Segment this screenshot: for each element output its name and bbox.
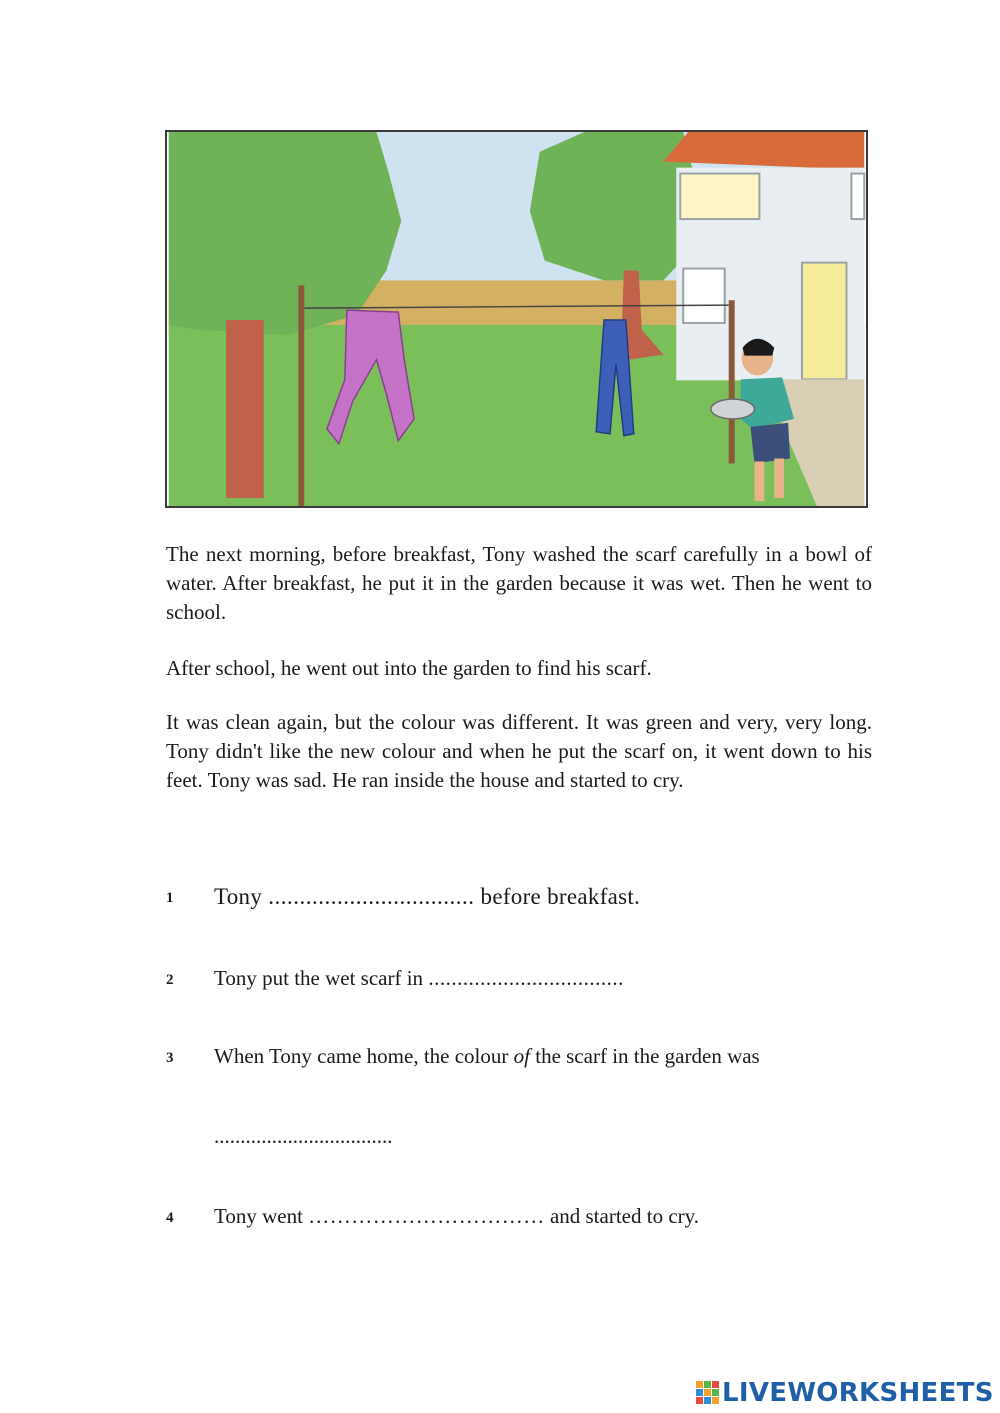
liveworksheets-logo [696, 1378, 994, 1408]
question-number: 3 [166, 1050, 174, 1066]
question-text: Tony put the wet scarf in .................................. [214, 966, 624, 990]
question-number: 2 [166, 972, 174, 988]
logo-grid-icon [696, 1381, 720, 1405]
question-number: 1 [166, 890, 174, 906]
story-illustration [165, 130, 868, 508]
question-number: 4 [166, 1210, 174, 1226]
answer-blank[interactable]: .................................. [428, 966, 624, 990]
logo-text: LIVEWORKSHEETS [722, 1378, 994, 1408]
passage-paragraph-2: After school, he went out into the garden to find his scarf. [166, 656, 652, 680]
question-text: When Tony came home, the colour of the scarf in the garden was [214, 1044, 760, 1068]
question-text: Tony went …………………………… and started to cry. [214, 1204, 700, 1228]
question-text: Tony ................................. before breakfast. [214, 884, 641, 909]
answer-blank[interactable]: …………………………… [308, 1204, 545, 1228]
answer-blank[interactable]: .................................. [214, 1124, 393, 1148]
left-post [298, 285, 304, 506]
passage-paragraph-3: It was clean again, but the colour was different. It was green and very, very long. Tony didn't like the new colour and when he put the scarf on, it went down to his feet. Tony was sad. He ran inside the house and started to cry. [166, 710, 872, 792]
answer-blank[interactable]: ................................. [268, 884, 475, 909]
right-post [729, 300, 735, 463]
passage-paragraph-1: The next morning, before breakfast, Tony washed the scarf carefully in a bowl of water. After breakfast, he put it in the garden because it was wet. Then he went to school. [166, 542, 872, 624]
